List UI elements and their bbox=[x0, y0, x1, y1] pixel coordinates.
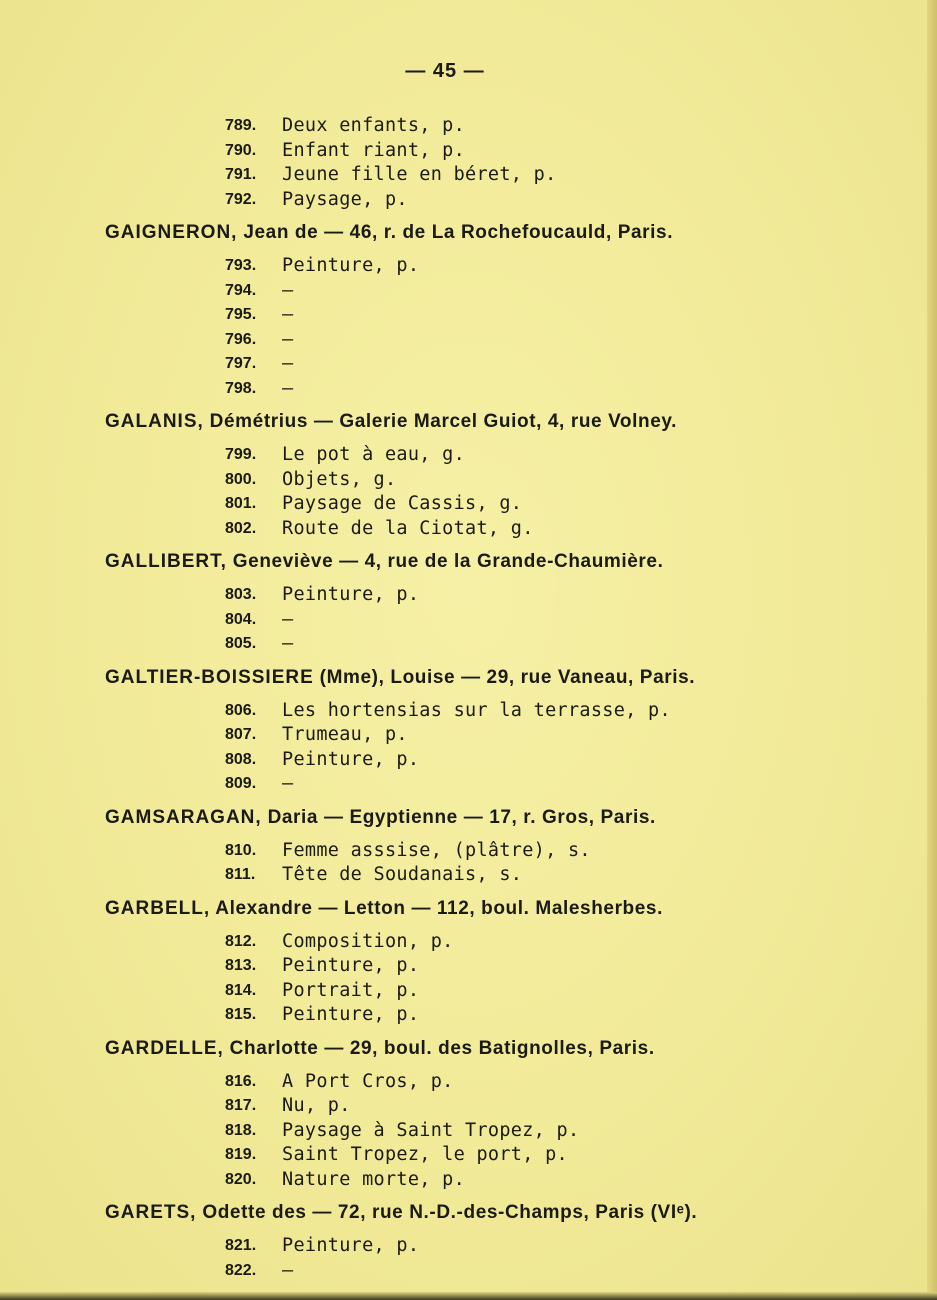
artist-surname: GALTIER-BOISSIERE bbox=[105, 666, 314, 688]
item-title: — bbox=[282, 1259, 294, 1281]
catalogue-item bbox=[105, 114, 805, 139]
item-title: Nu, p. bbox=[282, 1095, 351, 1116]
catalogue-item bbox=[105, 492, 805, 517]
item-number: 820. bbox=[225, 1170, 257, 1188]
catalogue-item bbox=[105, 139, 805, 164]
item-number: 801. bbox=[225, 495, 257, 512]
artist-surname: GARETS, bbox=[105, 1202, 197, 1223]
artist-details: Geneviève — 4, rue de la Grande-Chaumière. bbox=[232, 551, 664, 572]
item-title: Les hortensias sur la terrasse, p. bbox=[282, 699, 671, 721]
item-number: 806. bbox=[225, 701, 257, 719]
artist-details: Daria — Egyptienne — 17, r. Gros, Paris. bbox=[267, 806, 656, 828]
catalogue-item bbox=[105, 863, 805, 888]
artist-details: (Mme), Louise — 29, rue Vaneau, Paris. bbox=[319, 666, 696, 688]
catalogue-item bbox=[105, 1168, 805, 1193]
catalogue-item bbox=[105, 188, 805, 213]
item-title: — bbox=[282, 304, 294, 325]
artist-details: Démétrius — Galerie Marcel Guiot, 4, rue Volney. bbox=[209, 411, 678, 432]
artist-details: Charlotte — 29, boul. des Batignolles, Paris. bbox=[229, 1037, 655, 1059]
catalogue-item bbox=[105, 1259, 805, 1284]
item-title: Trumeau, p. bbox=[282, 724, 408, 745]
item-number: 804. bbox=[225, 610, 257, 628]
item-number: 794. bbox=[225, 281, 257, 299]
catalogue-item bbox=[105, 1094, 805, 1119]
catalogue-item bbox=[105, 328, 805, 353]
item-number: 819. bbox=[225, 1146, 257, 1163]
item-title: Peinture, p. bbox=[282, 1235, 420, 1256]
item-number: 792. bbox=[225, 190, 257, 208]
catalogue-item bbox=[105, 1119, 805, 1144]
item-title: Objets, g. bbox=[282, 468, 397, 490]
catalogue-entries bbox=[105, 114, 805, 1283]
item-title: Paysage de Cassis, g. bbox=[282, 493, 523, 514]
item-number: 822. bbox=[225, 1261, 257, 1279]
artist-heading bbox=[105, 898, 805, 920]
artist-heading bbox=[105, 1038, 805, 1060]
page-number: — 45 — bbox=[405, 60, 485, 82]
artist-surname: GALLIBERT, bbox=[105, 551, 227, 572]
catalogue-item bbox=[105, 1234, 805, 1259]
artist-surname: GAIGNERON, bbox=[105, 222, 238, 243]
item-title: Femme asssise, (plâtre), s. bbox=[282, 839, 591, 861]
item-number: 816. bbox=[225, 1072, 257, 1090]
item-number: 817. bbox=[225, 1097, 257, 1114]
catalogue-item bbox=[105, 954, 805, 979]
catalogue-item bbox=[105, 1143, 805, 1168]
catalogue-item bbox=[105, 279, 805, 304]
artist-surname: GARBELL, bbox=[105, 897, 211, 919]
catalogue-item bbox=[105, 1003, 805, 1028]
item-number: 812. bbox=[225, 932, 257, 950]
catalogue-item bbox=[105, 163, 805, 188]
item-number: 796. bbox=[225, 330, 257, 348]
artist-details: Odette des — 72, rue N.-D.-des-Champs, Paris (VIᵉ). bbox=[202, 1202, 698, 1223]
catalogue-item bbox=[105, 303, 805, 328]
artist-heading bbox=[105, 807, 805, 829]
catalogue-item bbox=[105, 377, 805, 402]
catalogue-item bbox=[105, 632, 805, 657]
artist-surname: GAMSARAGAN, bbox=[105, 806, 262, 828]
item-number: 802. bbox=[225, 519, 257, 537]
item-title: Tête de Soudanais, s. bbox=[282, 864, 523, 885]
artist-surname: GARDELLE, bbox=[105, 1037, 224, 1059]
item-title: Saint Tropez, le port, p. bbox=[282, 1144, 568, 1165]
artist-heading bbox=[105, 1202, 805, 1224]
item-title: Enfant riant, p. bbox=[282, 139, 466, 161]
item-title: Deux enfants, p. bbox=[282, 115, 466, 136]
item-title: — bbox=[282, 328, 294, 350]
artist-heading bbox=[105, 222, 805, 244]
catalogue-item bbox=[105, 772, 805, 797]
item-number: 800. bbox=[225, 470, 257, 488]
item-number: 818. bbox=[225, 1121, 257, 1139]
item-number: 803. bbox=[225, 586, 257, 603]
item-number: 795. bbox=[225, 306, 257, 323]
artist-heading bbox=[105, 411, 805, 433]
item-number: 814. bbox=[225, 981, 257, 999]
catalogue-item bbox=[105, 517, 805, 542]
item-title: Peinture, p. bbox=[282, 1004, 420, 1025]
artist-heading bbox=[105, 667, 805, 689]
catalogue-item bbox=[105, 979, 805, 1004]
item-number: 811. bbox=[225, 866, 256, 883]
item-number: 797. bbox=[225, 355, 257, 372]
item-title: — bbox=[282, 633, 294, 654]
item-title: — bbox=[282, 608, 294, 630]
item-number: 790. bbox=[225, 141, 257, 159]
catalogue-item bbox=[105, 583, 805, 608]
item-title: — bbox=[282, 773, 294, 794]
artist-details: Alexandre — Letton — 112, boul. Malesherbes. bbox=[215, 897, 663, 919]
item-number: 813. bbox=[225, 957, 257, 974]
item-number: 791. bbox=[225, 166, 257, 183]
item-title: Nature morte, p. bbox=[282, 1168, 466, 1190]
catalogue-item bbox=[105, 1070, 805, 1095]
catalogue-item bbox=[105, 254, 805, 279]
item-number: 798. bbox=[225, 379, 257, 397]
item-title: Peinture, p. bbox=[282, 955, 420, 976]
item-title: Paysage à Saint Tropez, p. bbox=[282, 1119, 580, 1141]
page-edge-bottom bbox=[0, 1292, 937, 1300]
item-number: 793. bbox=[225, 257, 257, 274]
item-title: Le pot à eau, g. bbox=[282, 444, 466, 465]
catalogue-item bbox=[105, 443, 805, 468]
item-number: 809. bbox=[225, 775, 257, 792]
artist-details: Jean de — 46, r. de La Rochefoucauld, Paris. bbox=[243, 222, 674, 243]
catalogue-item bbox=[105, 930, 805, 955]
item-title: Peinture, p. bbox=[282, 584, 420, 605]
item-title: Route de la Ciotat, g. bbox=[282, 517, 534, 539]
item-title: Jeune fille en béret, p. bbox=[282, 164, 557, 185]
catalogue-item bbox=[105, 699, 805, 724]
item-number: 810. bbox=[225, 841, 257, 859]
item-number: 807. bbox=[225, 726, 257, 743]
item-title: — bbox=[282, 353, 294, 374]
artist-heading bbox=[105, 551, 805, 573]
catalogue-item bbox=[105, 723, 805, 748]
catalogue-item bbox=[105, 468, 805, 493]
item-title: — bbox=[282, 279, 294, 301]
item-title: — bbox=[282, 377, 294, 399]
item-number: 789. bbox=[225, 117, 257, 134]
catalogue-item bbox=[105, 839, 805, 864]
item-title: Peinture, p. bbox=[282, 255, 420, 276]
item-title: Portrait, p. bbox=[282, 979, 420, 1001]
catalogue-item bbox=[105, 748, 805, 773]
catalogue-item bbox=[105, 608, 805, 633]
item-title: Paysage, p. bbox=[282, 188, 408, 210]
item-title: Peinture, p. bbox=[282, 748, 420, 770]
catalogue-item bbox=[105, 352, 805, 377]
item-number: 805. bbox=[225, 635, 257, 652]
item-title: A Port Cros, p. bbox=[282, 1070, 454, 1092]
item-number: 808. bbox=[225, 750, 257, 768]
item-number: 815. bbox=[225, 1006, 257, 1023]
item-title: Composition, p. bbox=[282, 930, 454, 952]
item-number: 799. bbox=[225, 446, 257, 463]
item-number: 821. bbox=[225, 1237, 257, 1254]
page-edge-right bbox=[927, 0, 937, 1300]
artist-surname: GALANIS, bbox=[105, 411, 204, 432]
